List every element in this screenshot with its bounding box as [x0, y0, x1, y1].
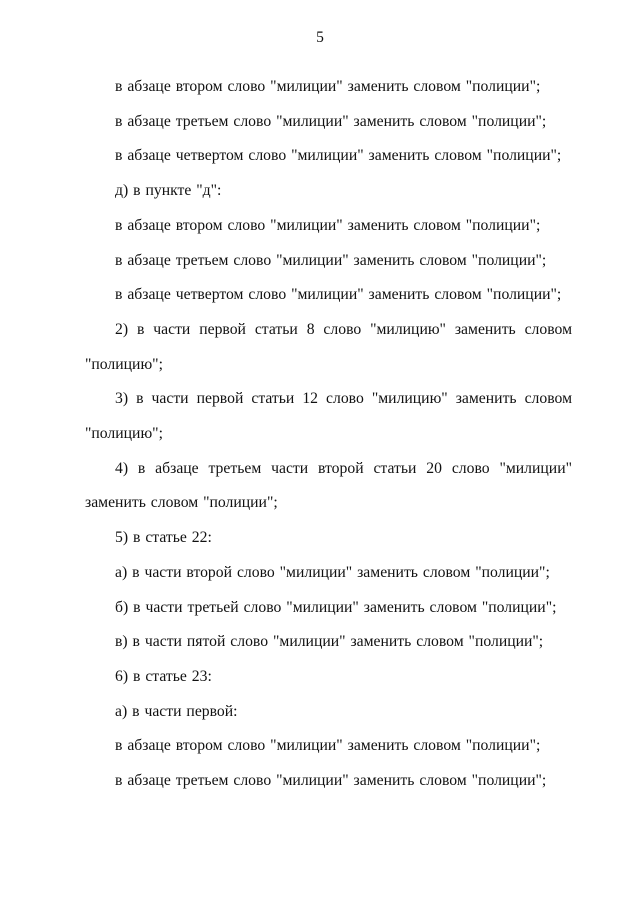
paragraph: в абзаце третьем слово "милиции" заменить словом "полиции";: [115, 251, 547, 269]
paragraph: в абзаце третьем слово "милиции" заменить словом "полиции";: [115, 772, 547, 790]
paragraph: д) в пункте "д":: [115, 182, 222, 200]
paragraph: в абзаце втором слово "милиции" заменить словом "полиции";: [115, 737, 541, 755]
paragraph: 3) в части первой статьи 12 слово "милицию" заменить словом "полицию";: [85, 390, 572, 443]
paragraph: а) в части первой:: [115, 702, 238, 720]
document-body: [85, 70, 572, 799]
paragraph: в абзаце втором слово "милиции" заменить словом "полиции";: [115, 78, 541, 95]
paragraph: в абзаце четвертом слово "милиции" заменить словом "полиции";: [115, 286, 562, 304]
paragraph: 2) в части первой статьи 8 слово "милицию" заменить словом "полицию";: [85, 320, 572, 373]
page-number: 5: [316, 29, 324, 46]
paragraph: 4) в абзаце третьем части второй статьи 20 слово "милиции" заменить словом "полиции";: [85, 459, 572, 512]
paragraph: в абзаце четвертом слово "милиции" заменить словом "полиции";: [115, 147, 562, 165]
paragraph: в абзаце втором слово "милиции" заменить словом "полиции";: [115, 216, 541, 234]
paragraph: б) в части третьей слово "милиции" заменить словом "полиции";: [115, 598, 557, 616]
paragraph: в) в части пятой слово "милиции" заменить словом "полиции";: [115, 633, 544, 651]
paragraph: а) в части второй слово "милиции" заменить словом "полиции";: [115, 563, 550, 581]
paragraph: в абзаце третьем слово "милиции" заменить словом "полиции";: [115, 112, 547, 130]
paragraph: 5) в статье 22:: [115, 529, 212, 547]
paragraph: 6) в статье 23:: [115, 667, 212, 685]
